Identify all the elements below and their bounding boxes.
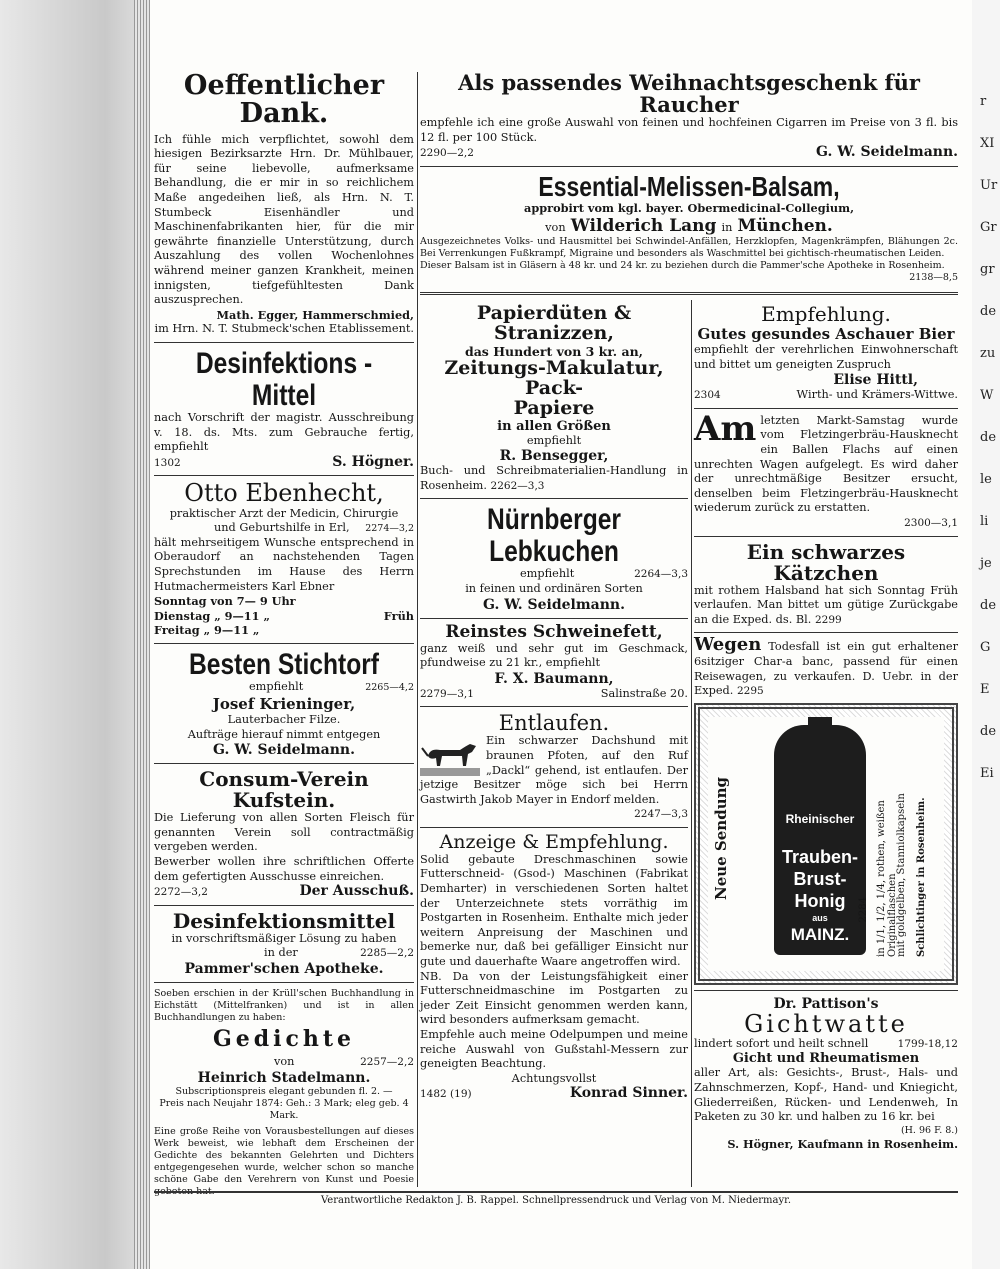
ad-honig-panel bbox=[708, 717, 944, 971]
ad-signature: Math. Egger, Hammerschmied, bbox=[216, 307, 414, 322]
top-wide-ads bbox=[420, 72, 958, 284]
ad-line: empfiehlt bbox=[249, 680, 304, 694]
office-hours-row bbox=[154, 609, 414, 624]
ad-text-block bbox=[694, 408, 958, 516]
divider bbox=[154, 643, 414, 644]
ad-number: 2274—3,2 bbox=[365, 523, 414, 535]
ad-text bbox=[420, 464, 688, 493]
office-hours-day: Dienstag „ 9—11 „ bbox=[154, 608, 270, 623]
ad-name: F. X. Baumann, bbox=[494, 670, 614, 687]
dachshund-icon bbox=[420, 736, 480, 776]
ad-title: Desinfektionsmittel bbox=[172, 908, 396, 933]
ad-melissen-balsam bbox=[420, 172, 958, 284]
ad-title bbox=[154, 649, 414, 681]
ad-vertical-text: in 1/1, 1/2, 1/4, rothen, weißen Originalflaschen bbox=[876, 799, 898, 957]
divider bbox=[420, 292, 958, 295]
divider bbox=[420, 827, 688, 828]
ad-text: Todesfall ist ein gut erhaltener 6sitziger Char-a banc, passend für einen Reisewagen, zu verkaufen. D. Uebr. in der Exped. bbox=[694, 640, 959, 698]
ad-text: Ausgezeichnetes Volks- und Hausmittel bei Schwindel-Anfällen, Herzklopfen, Magenkrämpfen, Blähungen 2c. Bei Verrenkungen Fußkrampf, Migraine und besonders als Waschmittel bei gichtisch-rheumatischen Leiden. bbox=[420, 235, 958, 259]
book-page-stack bbox=[0, 0, 150, 1269]
divider bbox=[420, 166, 958, 167]
ad-signature: S. Högner. bbox=[332, 453, 414, 470]
ad-line: empfiehlt bbox=[526, 433, 582, 447]
ad-text: ganz weiß und sehr gut im Geschmack, pfundweise zu 21 kr., empfiehlt bbox=[420, 641, 688, 670]
next-page-fragment: r bbox=[980, 94, 987, 109]
ad-weihnachtsgeschenk bbox=[420, 72, 958, 161]
ad-closing: Achtungsvollst bbox=[511, 1071, 597, 1085]
ad-name: Dr. Pattison's bbox=[773, 995, 879, 1012]
ad-text: empfiehlt der verehrlichen Einwohnerschaft und bittet um geneigten Zuspruch bbox=[694, 343, 958, 371]
ad-name: R. Bensegger, bbox=[499, 448, 609, 465]
ad-title: Papiere bbox=[513, 396, 595, 419]
ad-text: Die Lieferung von allen Sorten Fleisch für genannten Verein soll contractmäßig vergeben werden. bbox=[154, 811, 414, 854]
ad-number: 2304 bbox=[694, 389, 721, 402]
ad-desinfektionsmittel bbox=[154, 908, 414, 977]
ad-title-text: Nürnberger Lebkuchen bbox=[487, 503, 621, 568]
ad-line: in der bbox=[264, 946, 298, 960]
ad-number: 2262—3,3 bbox=[490, 479, 545, 492]
ad-line-row bbox=[420, 567, 688, 582]
ad-address: Salinstraße 20. bbox=[600, 686, 688, 700]
ad-line: empfiehlt bbox=[520, 567, 575, 581]
page-footer: Verantwortliche Redakton J. B. Rappel. Schnellpressendruck und Verlag von M. Niedermayr. bbox=[154, 1191, 958, 1206]
next-page-fragment: de bbox=[980, 724, 997, 739]
drop-cap: Am bbox=[694, 408, 757, 449]
ad-line-row bbox=[154, 1055, 414, 1070]
ad-line: und Geburtshilfe in Erl, bbox=[214, 521, 350, 535]
ad-aschauer-bier bbox=[694, 304, 958, 403]
ad-text: Ich fühle mich verpflichtet, sowohl dem hiesigen Bezirksarzte Hrn. Dr. Mühlbauer, für seine liebevolle, aufmerksame Behandlung, die er mir in so reichlichem Maße angedeihen ließ, als Hrn. N. T. Stumbeck Eisenhändler und Maschinenfabrikanten hier, für die mir gewährte finanzielle Unterstützung, durch Auszahlung des vollen Wochenlohnes während meiner ganzen Krankheit, meinen innigsten, tiefgefühltesten Dank auszusprechen. bbox=[154, 132, 414, 307]
ad-number: 2265—4,2 bbox=[365, 682, 414, 694]
next-page-fragment: G bbox=[980, 640, 991, 655]
ad-schweinefett bbox=[420, 621, 688, 702]
ad-gichtwatte bbox=[694, 996, 958, 1152]
ad-title: Zeitungs-Makulatur, Pack- bbox=[444, 356, 664, 399]
ad-line-row bbox=[154, 521, 414, 536]
ad-kaetzchen bbox=[694, 539, 958, 628]
next-page-fragment: zu bbox=[980, 346, 996, 361]
divider bbox=[154, 905, 414, 906]
brand-line: aus bbox=[812, 912, 828, 923]
ad-anzeige-empfehlung bbox=[420, 830, 688, 1102]
ad-title: Entlaufen. bbox=[498, 711, 610, 736]
next-page-fragment: gr bbox=[980, 262, 995, 277]
next-page-fragment: li bbox=[980, 514, 989, 529]
ad-stichtorf bbox=[154, 649, 414, 758]
next-page-fragment: Ei bbox=[980, 766, 994, 781]
ad-text-block bbox=[694, 634, 959, 698]
ad-name: Wilderich Lang bbox=[570, 215, 717, 236]
office-hours-row bbox=[154, 623, 414, 638]
ad-line: in feinen und ordinären Sorten bbox=[465, 582, 643, 596]
brand-line: Trauben- bbox=[781, 846, 858, 867]
ad-line: das Hundert von 3 kr. an, bbox=[464, 343, 644, 359]
ad-title: Gedichte bbox=[212, 1025, 356, 1052]
ad-note: NB. Da von der Leistungsfähigkeit einer Futterschneidmaschine im Postgarten zu jeder Zeit Einsicht genommen werden kann, wird besonders aufmerksam gemacht. bbox=[420, 969, 688, 1027]
ad-line: praktischer Arzt der Medicin, Chirurgie bbox=[169, 506, 399, 520]
ad-consum-verein bbox=[154, 769, 414, 900]
ad-line: Gicht und Rheumatismen bbox=[732, 1051, 920, 1067]
divider bbox=[420, 498, 688, 499]
divider bbox=[694, 990, 958, 991]
ad-footer-row bbox=[694, 388, 958, 403]
ad-wegen bbox=[694, 634, 959, 698]
brand-line: Rheinischer bbox=[785, 811, 855, 826]
ad-oeffentlicher-dank bbox=[154, 72, 414, 337]
ad-number: 1482 (19) bbox=[420, 1088, 472, 1101]
ad-line-row bbox=[154, 946, 414, 961]
column-2 bbox=[420, 304, 688, 1102]
ad-number: 2285—2,2 bbox=[360, 947, 414, 960]
ad-text: aller Art, als: Gesichts-, Brust-, Hals- und Zahnschmerzen, Kopf-, Hand- und Kniegicht, Gliederreißen, Rücken- und Lendenweh, In Paketen zu 30 kr. und halben zu 16 kr. bei bbox=[694, 1066, 958, 1124]
ad-number: 2290—2,2 bbox=[420, 147, 474, 160]
ad-text: Solid gebaute Dreschmaschinen sowie Futterschneid- (Gsod-) Maschinen (Fabrikat Demharter) in verschiedenen Sorten haltet der Unterzeichnete stets vorräthig im Postgarten in Rosenheim. Enthalte mich jeder weitern Anpreisung der Maschinen und bemerke nur, daß bei gefälliger Einsicht nur gute und dauerhafte Waare angetroffen wird. bbox=[420, 852, 688, 968]
ad-text: Bewerber wollen ihre schriftlichen Offerte dem gefertigten Ausschusse einreichen. bbox=[154, 854, 414, 883]
ad-line: Aufträge hierauf nimmt entgegen bbox=[187, 727, 381, 741]
ad-vertical-text: Schlichtinger in Rosenheim. bbox=[916, 797, 927, 957]
ad-number: 2264—3,3 bbox=[634, 568, 688, 581]
ad-ballen-flachs bbox=[694, 408, 958, 531]
office-hours-day: Sonntag von 7— 9 Uhr bbox=[154, 594, 296, 609]
ad-number: 2272—3,2 bbox=[154, 886, 208, 899]
ad-vertical-text: mit goldgelben, Stanniolkapseln bbox=[896, 792, 907, 957]
ad-title: Als passendes Weihnachtsgeschenk für Raucher bbox=[458, 70, 920, 118]
divider bbox=[154, 475, 414, 476]
ad-line: in allen Größen bbox=[497, 418, 611, 434]
office-hours-note: Früh bbox=[383, 608, 414, 623]
ad-entlaufen bbox=[420, 712, 688, 822]
next-page-fragment: Ur bbox=[980, 178, 998, 193]
ad-author: Heinrich Stadelmann. bbox=[197, 1069, 371, 1086]
ad-title-text: Desinfektions - Mittel bbox=[195, 347, 373, 412]
ad-text bbox=[694, 584, 958, 628]
ad-line: Lauterbacher Filze. bbox=[227, 713, 341, 726]
dog-illustration bbox=[420, 736, 480, 776]
ad-number: 2247—3,3 bbox=[634, 808, 688, 821]
ad-trauben-brust-honig bbox=[694, 703, 958, 985]
ad-signature: S. Högner, Kaufmann in Rosenheim. bbox=[727, 1136, 958, 1151]
ad-title bbox=[420, 172, 958, 201]
ad-line: von bbox=[274, 1055, 295, 1069]
ad-line: lindert sofort und heilt schnell bbox=[694, 1036, 869, 1050]
column-1 bbox=[154, 72, 414, 1198]
ad-title: Empfehlung. bbox=[761, 302, 891, 326]
ad-footer-row bbox=[420, 1086, 688, 1102]
brand-line: Brust- bbox=[793, 868, 847, 889]
ad-text: Empfehle auch meine Odelpumpen und meine reiche Auswahl von Gußstahl-Messern zur geneigten Beachtung. bbox=[420, 1027, 688, 1071]
ad-text: empfehle ich eine große Auswahl von feinen und hochfeinen Cigarren im Preise von 3 fl. bis 12 fl. per 100 Stück. bbox=[420, 116, 958, 144]
ad-text: Dieser Balsam ist in Gläsern à 48 kr. und 24 kr. zu beziehen durch die Pammer'sche Apotheke in Rosenheim. bbox=[420, 259, 945, 271]
next-page-fragment: W bbox=[980, 388, 994, 403]
ad-title: Reinstes Schweinefett, bbox=[445, 621, 663, 642]
ad-lebkuchen bbox=[420, 504, 688, 612]
column-rule bbox=[691, 300, 692, 1187]
divider bbox=[154, 763, 414, 764]
ad-line-row bbox=[694, 1037, 958, 1052]
column-rule bbox=[417, 72, 418, 1187]
ad-number: 2279—3,1 bbox=[420, 687, 474, 700]
divider bbox=[694, 632, 958, 633]
divider bbox=[154, 982, 414, 983]
ad-line: in vorschriftsmäßiger Lösung zu haben bbox=[171, 931, 397, 945]
ad-footer-row bbox=[420, 687, 688, 702]
next-page-fragment: de bbox=[980, 598, 997, 613]
ad-number: 2299 bbox=[814, 613, 842, 626]
ad-title: Consum-Verein Kufstein. bbox=[199, 767, 369, 813]
ad-title: Gichtwatte bbox=[744, 1009, 908, 1038]
brand-line: Honig bbox=[794, 890, 846, 911]
ad-signature: G. W. Seidelmann. bbox=[213, 742, 355, 759]
ad-signature: Konrad Sinner. bbox=[569, 1085, 688, 1102]
ad-title-text: Essential-Melissen-Balsam, bbox=[538, 170, 840, 202]
ad-line: approbirt vom kgl. bayer. Obermedicinal-Collegium, bbox=[524, 201, 854, 216]
divider bbox=[694, 536, 958, 537]
ad-text: hält mehrseitigem Wunsche entsprechend in Oberaudorf an nachstehenden Tagen Sprechstunden im Hause des Herrn Hutmachermeisters Karl Ebner bbox=[154, 535, 414, 593]
ad-line: in bbox=[721, 220, 733, 234]
office-hours-day: Freitag „ 9—11 „ bbox=[154, 623, 260, 638]
ad-desinfektions-mittel bbox=[154, 348, 414, 470]
ad-number: 2300—3,1 bbox=[904, 516, 958, 529]
next-page-fragment: XI bbox=[980, 136, 995, 151]
next-page-fragment: je bbox=[980, 556, 992, 571]
ad-number: 1799-18,12 bbox=[897, 1037, 958, 1050]
next-page-fragment: de bbox=[980, 430, 997, 445]
ad-title: Wegen bbox=[694, 634, 762, 656]
ad-ref: (H. 96 F. 8.) bbox=[900, 1124, 958, 1136]
ad-number: 2284 bbox=[858, 896, 869, 923]
ad-title: Oeffentlicher Dank. bbox=[183, 70, 385, 130]
ad-signature: Pammer'schen Apotheke. bbox=[184, 960, 384, 977]
ad-signature: G. W. Seidelmann. bbox=[483, 596, 625, 613]
ad-name: Elise Hittl, bbox=[833, 372, 918, 389]
next-page-fragment: le bbox=[980, 472, 992, 487]
divider bbox=[154, 342, 414, 343]
ad-maker-row bbox=[420, 216, 958, 236]
ad-title: Anzeige & Empfehlung. bbox=[439, 830, 669, 853]
brand-city: MAINZ. bbox=[790, 924, 850, 944]
ad-text: letzten Markt-Samstag wurde vom Fletzingerbräu-Hausknecht ein Ballen Flachs auf einen unrechten Wagen aufgelegt. Es wird daher der unrechtmäßige Besitzer ersucht, denselben beim Fletzingerbräu-Hausknecht wiederum zurück zu erstatten. bbox=[694, 413, 958, 515]
ad-footer-row bbox=[154, 455, 414, 471]
ad-text: nach Vorschrift der magistr. Ausschreibung v. 18. ds. Mts. zum Gebrauche fertig, empfiehlt bbox=[154, 411, 414, 454]
ad-title: Ein schwarzes Kätzchen bbox=[746, 539, 906, 585]
ad-title-text: Besten Stichtorf bbox=[188, 647, 379, 681]
ad-text: Eine große Reihe von Vorausbestellungen auf dieses Werk beweist, wie lebhaft dem Erscheinen der Gedichte des bekannten Gelehrten und Dichters entgegengesehen wurde, welcher schon so manche schöne Gabe den Verehrern von Kunst und Poesie geboten hat. bbox=[154, 1125, 414, 1197]
next-page-fragment: E bbox=[980, 682, 990, 697]
ad-gedichte bbox=[154, 988, 414, 1198]
ad-papierdueten bbox=[420, 304, 688, 493]
ad-number: 2138—8,5 bbox=[909, 271, 958, 283]
ad-otto-ebenhecht bbox=[154, 481, 414, 638]
ad-line: von bbox=[545, 220, 566, 234]
office-hours-row bbox=[154, 594, 414, 609]
ad-signature-line: im Hrn. N. T. Stubmeck'schen Etablissement. bbox=[154, 322, 414, 336]
ad-title bbox=[420, 504, 688, 567]
ad-number: 2257—2,2 bbox=[360, 1056, 414, 1069]
column-3 bbox=[694, 304, 958, 1151]
divider bbox=[420, 706, 688, 707]
ad-text-line: mit rothem Halsband hat sich Sonntag Früh verlaufen. Man bittet um gütige Zurückgabe an die Exped. ds. Bl. bbox=[694, 583, 958, 626]
ad-number: 1302 bbox=[154, 456, 181, 469]
ad-city: München. bbox=[737, 215, 833, 236]
ad-vertical-label: Neue Sendung bbox=[712, 776, 730, 900]
ad-price: Preis nach Neujahr 1874: Geh.: 3 Mark; eleg geb. 4 Mark. bbox=[159, 1097, 409, 1121]
next-page-fragment: de bbox=[980, 304, 997, 319]
divider bbox=[420, 618, 688, 619]
ad-title: Papierdüten & Stranizzen, bbox=[476, 302, 632, 344]
ad-footer-row bbox=[420, 145, 958, 161]
ad-signature: Der Ausschuß. bbox=[299, 883, 414, 900]
ad-text: Ein schwarzer Dachshund mit braunen Pfoten, auf den Ruf „Dackl“ gehend, ist entlaufen. Der jetzige Besitzer möge sich bei Herrn Gastwirth Jakob Mayer in Endorf melden. bbox=[420, 734, 688, 806]
office-hours-table bbox=[154, 594, 414, 638]
ad-price: Subscriptionspreis elegant gebunden fl. 2. — bbox=[175, 1085, 393, 1097]
ad-subtitle: Gutes gesundes Aschauer Bier bbox=[697, 325, 955, 343]
ad-title bbox=[154, 348, 414, 411]
next-page-fragment: Gr bbox=[980, 220, 997, 235]
ad-text-line: Buch- und Schreibmaterialien-Handlung in Rosenheim. bbox=[420, 464, 688, 492]
ad-footer-row bbox=[154, 884, 414, 900]
ad-title: Otto Ebenhecht, bbox=[184, 479, 384, 508]
ad-name: Josef Krieninger, bbox=[212, 695, 356, 713]
ad-role: Wirth- und Krämers-Wittwe. bbox=[796, 388, 958, 402]
ad-signature: G. W. Seidelmann. bbox=[816, 144, 958, 161]
ad-intro: Soeben erschien in der Krüll'schen Buchhandlung in Eichstätt (Mittelfranken) und ist in allen Buchhandlungen zu haben: bbox=[154, 987, 414, 1023]
ad-number: 2295 bbox=[736, 685, 764, 698]
ad-line-row bbox=[154, 680, 414, 695]
